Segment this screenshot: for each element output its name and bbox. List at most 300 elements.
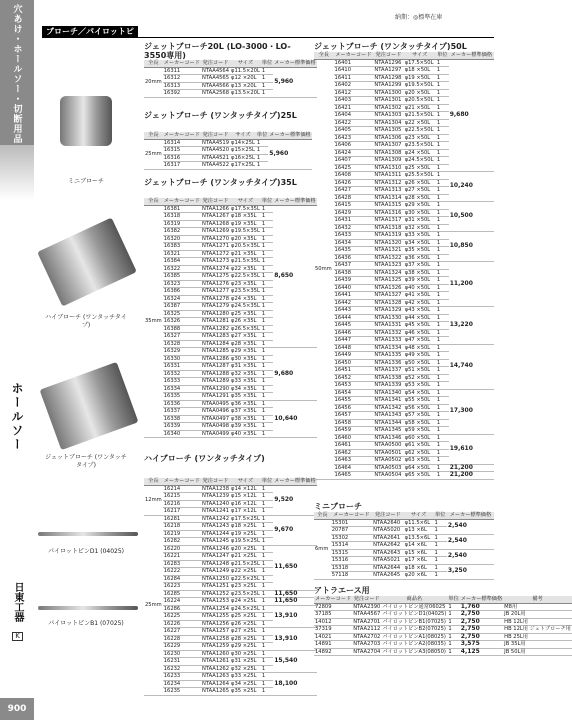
table-cell: NTAA1344 <box>373 419 403 427</box>
table-cell: NTAA1321 <box>373 247 403 255</box>
table-cell: φ32 ×50L <box>404 224 436 232</box>
table-cell: 16282 <box>163 538 201 546</box>
table-cell: NTAA1247 <box>201 553 230 559</box>
table-row <box>314 564 494 572</box>
col-header: メーカー標準価格 <box>460 596 503 602</box>
table-cell: 1 <box>261 310 273 318</box>
table-cell: 1 <box>433 519 446 527</box>
table-cell: NTAA1303 <box>373 112 403 120</box>
table-cell: 1 <box>261 508 273 516</box>
table-cell: 16220 <box>163 545 201 553</box>
table-cell: 20787 <box>331 527 372 535</box>
table-cell: 1 <box>261 408 273 416</box>
table-cell: 1 <box>261 280 273 288</box>
table-cell: 1 <box>433 549 446 557</box>
table-row <box>144 67 317 75</box>
table-cell: 1 <box>447 648 459 656</box>
table-cell: 16320 <box>163 235 201 243</box>
table-cell: φ11.5×20L <box>231 67 260 74</box>
table-cell: NTAA2644 <box>372 564 404 572</box>
table-cell: φ19.5×25L <box>231 538 260 544</box>
price-cell: 10,500 <box>449 202 494 232</box>
table-cell: NTAA1300 <box>373 89 403 97</box>
table-cell: NTAA1280 <box>201 310 230 317</box>
table-cell: NTAA1282 <box>201 325 230 332</box>
table-cell: 1 <box>447 641 459 649</box>
table-cell: 1 <box>436 307 449 315</box>
table-cell: 1 <box>436 329 449 337</box>
table-cell: 16381 <box>163 205 201 213</box>
table-cell: 16435 <box>334 247 374 255</box>
group-cell: 20mm <box>144 67 163 97</box>
table-cell: 1 <box>436 352 449 360</box>
col-header: 全長 <box>314 52 334 59</box>
table-cell: 16449 <box>334 352 374 360</box>
table-row <box>144 400 317 408</box>
table-cell: 1 <box>436 164 449 172</box>
table-cell: NTAA1269 <box>201 228 230 234</box>
table-cell: NTAA0504 <box>373 472 403 480</box>
table-cell: 16445 <box>334 322 374 330</box>
table-cell: 1 <box>436 322 449 330</box>
table-cell: 16284 <box>163 575 201 583</box>
table-cell: 1 <box>261 258 273 266</box>
table-cell: φ21.5×35L <box>231 258 260 264</box>
table-cell: 16437 <box>334 262 374 270</box>
sidebar-top-label: 穴あけ・ホールソー・切断用品 <box>11 4 22 144</box>
table-cell: NTAA0495 <box>201 400 230 407</box>
table-cell: 16286 <box>163 605 201 613</box>
col-header: メーカー標準価格 <box>447 512 494 519</box>
table-cell: NTAA1299 <box>373 82 403 90</box>
pilot-pin-b1-image <box>38 606 138 610</box>
table-cell: φ24 ×35L <box>230 295 261 303</box>
price-cell: 9,680 <box>273 348 316 401</box>
table-cell: NTAA1255 <box>201 613 230 619</box>
col-header: サイズ <box>230 198 261 205</box>
col-header: サイズ <box>230 60 261 67</box>
table-cell: φ34 ×35L <box>230 385 261 393</box>
table-cell: 57118 <box>331 572 372 580</box>
price-cell: 18,100 <box>273 673 316 696</box>
table-cell: 1 <box>447 603 459 611</box>
pilot-pin-b1-caption: パイロットピンB1 (07025) <box>48 620 124 627</box>
table-row <box>144 628 317 636</box>
group-cell: 25mm <box>144 139 163 169</box>
table-cell: 16465 <box>334 472 374 480</box>
table-row <box>314 172 494 180</box>
table-cell: φ37 ×50L <box>404 262 436 270</box>
table-cell: φ24 ×25L <box>230 598 261 606</box>
table-cell: φ17.5×35L <box>231 205 260 212</box>
table-cell: φ20 ×6L <box>404 572 434 580</box>
table-cell: 16223 <box>163 583 201 591</box>
table-cell: NTAA1304 <box>373 119 403 127</box>
table-cell: NTAA0500 <box>373 442 403 450</box>
table-cell: 16324 <box>163 295 201 303</box>
t2-title: ジェットブローチ (ワンタッチタイプ)25L <box>144 111 297 120</box>
table-cell: 16226 <box>163 620 201 628</box>
table-cell: NTAA1250 <box>201 575 230 582</box>
table-cell: NTAA1261 <box>201 658 230 664</box>
table-cell: NTAA1337 <box>373 367 403 375</box>
table-cell: NTAA1320 <box>373 239 403 247</box>
table-cell: NTAA1335 <box>373 352 403 360</box>
table-cell: NTAA2568 <box>201 90 230 96</box>
table-cell: NTAA1278 <box>201 295 230 302</box>
table-row <box>314 59 494 67</box>
table-cell: NTAA1238 <box>201 485 230 492</box>
table-cell: 1 <box>261 605 273 613</box>
table-cell: NTAA1290 <box>201 385 230 392</box>
table-cell: 1 <box>261 370 273 378</box>
t4-title: ハイブローチ (ワンタッチタイプ) <box>144 454 265 463</box>
table-cell: 16402 <box>334 82 374 90</box>
table-cell: NTAA1319 <box>373 232 403 240</box>
table-cell: 16337 <box>163 408 201 416</box>
t5-title: ジェットブローチ (ワンタッチタイプ)50L <box>314 42 467 51</box>
table-cell: φ19 ×25L <box>230 530 261 538</box>
table-cell: φ22 ×35L <box>230 265 261 273</box>
table-cell: φ65 ×50L <box>404 472 436 480</box>
table-cell: 16318 <box>163 213 201 221</box>
col-header: 発注コード <box>202 132 229 138</box>
table-cell: 16459 <box>334 427 374 435</box>
table-cell: φ41 ×50L <box>404 292 436 300</box>
col-header: メーカー標準価格 <box>274 198 316 204</box>
table-cell: 16460 <box>334 434 374 442</box>
table-cell: 16424 <box>334 149 374 157</box>
table-cell: 16311 <box>163 67 201 75</box>
price-cell: 5,960 <box>268 139 311 169</box>
table-cell: φ38 ×35L <box>230 415 261 423</box>
table-cell: 16216 <box>163 500 201 508</box>
table-cell: φ29 ×50L <box>404 202 436 210</box>
table-cell: NTAA0499 <box>201 430 230 437</box>
table-cell: 16427 <box>334 187 374 195</box>
t6-title: ミニブローチ <box>314 502 362 511</box>
table-cell: NTAA1333 <box>373 337 403 345</box>
table-cell: 15314 <box>331 542 372 550</box>
table-cell: φ22 ×25L <box>230 568 261 576</box>
table-cell: 16338 <box>163 415 201 423</box>
table-cell: 2,750 <box>460 611 503 619</box>
table-cell: 1 <box>261 545 273 553</box>
table-cell: 1 <box>436 434 449 442</box>
table-row <box>314 202 494 210</box>
table-cell: 1 <box>261 423 273 431</box>
table-row <box>144 650 317 658</box>
table-cell: 1 <box>261 590 273 598</box>
table-cell: パイロットピン通常06025 <box>382 603 446 610</box>
table-cell: NTAA1339 <box>373 382 403 390</box>
table-cell: 1 <box>261 90 273 98</box>
table-cell: φ31 ×50L <box>404 217 436 225</box>
table-cell: 1 <box>261 288 273 296</box>
table-cell: 1 <box>261 348 273 356</box>
table-cell: 1 <box>436 254 449 262</box>
table-cell: 16410 <box>334 67 374 75</box>
table-cell: 1 <box>261 680 273 688</box>
table-cell: φ52 ×50L <box>404 374 436 382</box>
col-header: 全長 <box>144 478 163 485</box>
table-cell: φ32 ×35L <box>230 370 261 378</box>
table-cell: JB 20L用 <box>503 611 572 619</box>
table-cell: NTAA1302 <box>373 104 403 112</box>
table-cell: φ20 ×35L <box>230 235 261 243</box>
table-cell: 16312 <box>163 75 201 83</box>
table-cell: φ27 ×35L <box>230 333 261 341</box>
table-cell: φ19 ×50L <box>404 74 436 82</box>
group-cell: 12mm <box>144 485 163 515</box>
price-cell: 13,910 <box>273 605 316 628</box>
table-cell: φ48 ×50L <box>404 344 436 352</box>
table-cell: φ18 ×35L <box>230 213 261 221</box>
table-cell: φ23 ×25L <box>230 583 261 591</box>
table-cell: 1 <box>261 650 273 658</box>
table-cell: 1 <box>261 393 273 401</box>
table-cell: φ17×25L <box>231 162 255 168</box>
table-cell: NTAA1252 <box>201 590 230 597</box>
table-cell: φ40 ×50L <box>404 284 436 292</box>
table-row <box>314 611 572 619</box>
col-header: 全長 <box>144 198 163 205</box>
table-cell: NTAA1254 <box>201 605 230 612</box>
table-cell: φ22.5×50L <box>404 127 436 135</box>
table-row <box>314 641 572 649</box>
table-cell: φ28 ×25L <box>230 635 261 643</box>
table-cell: 1 <box>436 449 449 457</box>
col-header: 単位 <box>437 52 448 58</box>
table-cell: 1 <box>436 142 449 150</box>
table-cell: 1 <box>436 239 449 247</box>
table-cell: NTAA0498 <box>201 423 230 429</box>
table-cell: 1 <box>436 172 449 180</box>
table-cell: 1 <box>433 534 446 542</box>
jet-broach-caption: ジェットブローチ (ワンタッチタイプ) <box>45 454 127 469</box>
price-cell: 14,740 <box>449 344 494 389</box>
table-cell: 16315 <box>163 147 201 155</box>
col-header: 単位 <box>256 132 268 138</box>
table-cell: NTAA1328 <box>373 299 403 307</box>
table-cell: 1 <box>436 292 449 300</box>
table-cell: 1 <box>261 613 273 621</box>
table-cell: 1 <box>447 611 459 619</box>
table-cell: 16214 <box>163 485 201 493</box>
table-cell: φ15×25L <box>231 147 255 153</box>
t3-title: ジェットブローチ (ワンタッチタイプ)35L <box>144 178 297 187</box>
pilot-pin-d1-caption: パイロットピンD1 (04025) <box>48 548 124 555</box>
col-header: 発注コード <box>202 198 229 204</box>
table-cell: 16225 <box>163 613 201 621</box>
table-cell: 1 <box>261 628 273 636</box>
table-cell: 1 <box>261 643 273 651</box>
table-cell: φ36 ×50L <box>404 254 436 262</box>
table-cell: φ13.5×6L <box>404 534 434 542</box>
table-cell: 1 <box>436 382 449 390</box>
table-cell: φ25 ×35L <box>230 310 261 318</box>
col-header: 発注コード <box>372 512 404 519</box>
table-cell: φ20.5×35L <box>231 243 260 249</box>
table-cell: φ50 ×50L <box>404 359 436 367</box>
table-cell: 1 <box>436 344 449 352</box>
table-cell: NTAA0502 <box>373 457 403 465</box>
table-cell: 16330 <box>163 355 201 363</box>
table-cell: φ28 ×35L <box>230 340 261 348</box>
table-cell: 1 <box>436 412 449 420</box>
col-header: メーカーコード <box>163 198 200 204</box>
table-cell: φ35 ×50L <box>404 247 436 255</box>
table-cell: NTAA4564 <box>201 67 230 74</box>
table-cell: φ17.5×25L <box>231 515 260 522</box>
table-cell: φ31 ×35L <box>230 363 261 371</box>
table-cell: 1 <box>433 557 446 565</box>
table-cell: φ38 ×50L <box>404 269 436 277</box>
table-cell: 15315 <box>331 549 372 557</box>
table-cell: 16388 <box>163 325 201 333</box>
table-cell: 15301 <box>331 519 372 527</box>
table-cell: NTAA1315 <box>373 202 403 210</box>
table-cell: 16228 <box>163 635 201 643</box>
table-cell: NTAA1270 <box>201 235 230 242</box>
table-cell: 1 <box>436 104 449 112</box>
table-cell: 16406 <box>334 142 374 150</box>
table-cell: 16438 <box>334 269 374 277</box>
table-cell: 16434 <box>334 239 374 247</box>
table-cell: φ55 ×50L <box>404 397 436 405</box>
table-cell: φ36 ×35L <box>230 400 261 408</box>
price-cell: 11,650 <box>273 598 316 606</box>
table-cell: 1 <box>436 269 449 277</box>
table-cell: 1 <box>256 147 268 155</box>
col-header: 単位 <box>261 478 273 484</box>
table-cell: パイロットピンD1(04025) <box>382 611 447 617</box>
table-cell: 1 <box>261 235 273 243</box>
table-cell: 16335 <box>163 393 201 401</box>
price-cell: 2,540 <box>447 519 494 534</box>
table-cell: φ13 ×6L <box>404 527 434 535</box>
table-cell: 1 <box>447 618 459 626</box>
table-cell: NTAA1257 <box>201 628 230 634</box>
table-cell: 1 <box>436 112 449 120</box>
table-cell: NTAA1306 <box>373 134 403 142</box>
table-cell: 1 <box>261 400 273 408</box>
table-cell: NTAA1313 <box>373 187 403 195</box>
group-cell: 25mm <box>144 515 163 695</box>
table-cell: NTAA2703 <box>353 641 381 647</box>
table-cell: NTAA1340 <box>373 389 403 397</box>
table-cell: NTAA4566 <box>201 82 230 89</box>
table-cell: JB 50L用 <box>503 648 572 656</box>
table-cell: φ47 ×50L <box>404 337 436 345</box>
price-cell: 13,220 <box>449 307 494 345</box>
col-header: メーカーコード <box>315 596 352 602</box>
table-cell: φ35 ×25L <box>230 688 261 696</box>
price-cell: 2,540 <box>447 549 494 564</box>
table-cell: NTAA2390 <box>353 603 381 610</box>
table-cell: 16415 <box>334 202 374 210</box>
table-cell: 16407 <box>334 157 374 165</box>
table-cell: 1 <box>261 515 273 523</box>
table-cell: 16329 <box>163 348 201 356</box>
table-cell: NTAA1336 <box>373 359 403 367</box>
high-broach-image <box>37 217 137 306</box>
table-cell: φ19.5×50L <box>404 82 436 90</box>
table-cell: 16235 <box>163 688 201 696</box>
table-cell: NTAA2704 <box>353 648 381 655</box>
table-cell: 16221 <box>163 553 201 561</box>
table-cell: 1 <box>436 359 449 367</box>
table-cell: NTAA1330 <box>373 314 403 322</box>
table-cell: 1 <box>436 119 449 127</box>
table-cell: φ30 ×50L <box>404 209 436 217</box>
table-cell: 16222 <box>163 568 201 576</box>
table-cell: φ16 ×12L <box>230 500 261 508</box>
table-cell: φ11.5×6L <box>404 519 434 527</box>
table-row <box>144 205 317 213</box>
table-cell: NTAA1326 <box>373 284 403 292</box>
table-cell: 16332 <box>163 370 201 378</box>
table-cell: 16446 <box>334 329 374 337</box>
table-cell: 16458 <box>334 419 374 427</box>
table-cell: NTAA1258 <box>201 635 230 642</box>
col-header: メーカーコード <box>335 52 372 58</box>
table-cell: 16386 <box>163 288 201 296</box>
table-cell: 1 <box>436 217 449 225</box>
table-cell: 1 <box>261 568 273 576</box>
price-cell: 11,650 <box>273 590 316 598</box>
table-cell: NTAA4522 <box>201 162 230 168</box>
table-cell: 4,125 <box>460 648 503 656</box>
table-cell: φ22.5×35L <box>231 273 260 279</box>
table-cell: 72809 <box>314 603 352 611</box>
table-cell: NTAA1267 <box>201 213 230 219</box>
group-cell: 50mm <box>314 59 334 479</box>
table-cell: 16444 <box>334 314 374 322</box>
table-cell: 1 <box>436 74 449 82</box>
table-cell: NTAA1308 <box>373 149 403 157</box>
table-cell: 1 <box>261 220 273 228</box>
table-cell: 16230 <box>163 650 201 658</box>
table-cell: 1 <box>261 673 273 681</box>
table-cell: φ21.5×50L <box>404 112 436 120</box>
table-cell: NTAA1241 <box>201 508 230 514</box>
table-cell: φ53 ×50L <box>404 382 436 390</box>
table-cell: NTAA1265 <box>201 688 230 694</box>
price-cell: 8,650 <box>273 205 316 348</box>
table-cell: パイロットピンA3(08050) <box>382 648 446 655</box>
col-header: 備考 <box>503 596 572 603</box>
high-broach-caption: ハイブローチ (ワンタッチタイプ) <box>45 314 127 329</box>
col-header: メーカー標準価格 <box>269 132 311 138</box>
table-cell: φ16×25L <box>231 154 255 161</box>
table-cell: φ23 ×35L <box>230 280 261 288</box>
table-cell: 16456 <box>334 404 374 412</box>
table-cell: 16447 <box>334 337 374 345</box>
table-cell: 1 <box>261 493 273 501</box>
jet-broach-35l-table <box>144 198 317 438</box>
table-cell: NTAA2112 <box>353 626 381 632</box>
table-cell: 16382 <box>163 228 201 236</box>
group-cell: 6mm <box>314 519 331 579</box>
table-cell: NTAA1285 <box>201 348 230 354</box>
table-cell: 16229 <box>163 643 201 651</box>
table-cell: パイロットピンB1(07025) <box>382 618 446 625</box>
header-rule <box>138 37 494 38</box>
table-cell: 16316 <box>163 154 201 162</box>
table-cell: 14021 <box>314 633 352 641</box>
table-cell: 1 <box>436 367 449 375</box>
